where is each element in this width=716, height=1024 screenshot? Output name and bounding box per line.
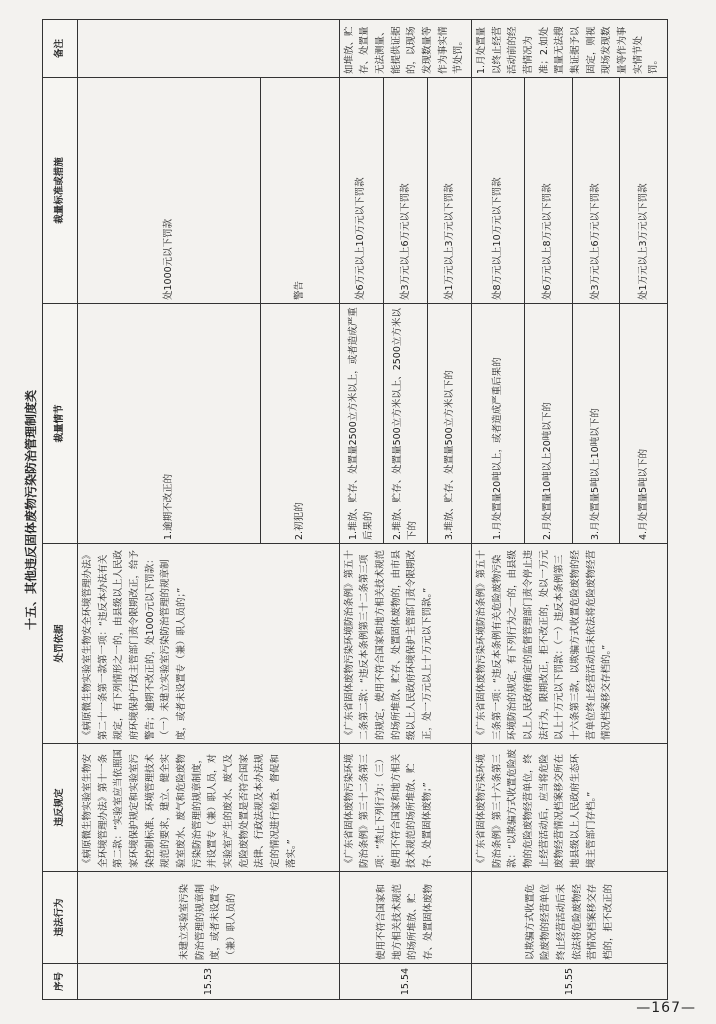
row-situation: 2.月处置量10吨以上20吨以下的	[524, 304, 572, 544]
table-row	[339, 20, 383, 1000]
row-measure: 处1万元以上3万元以下罚款	[620, 78, 668, 304]
row-act: 以欺骗方式收置危险废物的经营单位终止经营活动后未依法将危险废物经营情况档案移交存档的，拒不改正的	[472, 872, 668, 964]
row-measure: 处1000元以下罚款	[78, 78, 261, 304]
page-number: —167—	[636, 1000, 696, 1016]
header-note: 备注	[43, 20, 78, 78]
row-no: 15.53	[78, 964, 340, 1000]
table-header-row	[43, 20, 78, 1000]
row-no: 15.55	[472, 964, 668, 1000]
row-situation: 1.堆放、贮存、处置量2500立方米以上，或者造成严重后果的	[339, 304, 383, 544]
row-measure: 处8万元以上10万元以下罚款	[472, 78, 525, 304]
row-rule: 《广东省固体废物污染环境防治条例》第三十二条第三项：“禁止下列行为：（三）使用不符合国家和地方相关技术规范的场所堆放、贮存、处置固体废物；”	[339, 744, 471, 872]
rotated-page	[20, 20, 670, 1000]
header-situation: 裁量情节	[43, 304, 78, 544]
row-situation: 1.月处置量20吨以上，或者造成严重后果的	[472, 304, 525, 544]
row-measure: 处6万元以上8万元以下罚款	[524, 78, 572, 304]
row-situation: 2.初犯的	[260, 304, 339, 544]
row-measure: 处6万元以上10万元以下罚款	[339, 78, 383, 304]
row-measure: 处3万元以上6万元以下罚款	[383, 78, 427, 304]
row-basis: 《病原微生物实验室生物安全环境管理办法》第二十一条第一款第一项：“违反本办法有关规定，有下列情形之一的，由县级以上人民政府环境保护行政主管部门责令限期改正，给予警告；逾期不改正的，处1000元以下罚款：（一）未建立实验室污染防治管理的规章制度，或者未设置专（兼）职人员的；”	[78, 544, 340, 744]
header-measure: 裁量标准或措施	[43, 78, 78, 304]
row-no: 15.54	[339, 964, 471, 1000]
section-title: 十五、其他违反固体废物污染防治管理制度类	[24, 390, 38, 631]
header-rule: 违反规定	[43, 744, 78, 872]
row-act: 未建立实验室污染防治管理的规章制度，或者未设置专（兼）职人员的	[78, 872, 340, 964]
row-situation: 4.月处置量5吨以下的	[620, 304, 668, 544]
table-row	[472, 20, 525, 1000]
row-rule: 《病原微生物实验室生物安全环境管理办法》第十一条第二款：“实验室应当依照国家环境保护规定和实验室污染控制标准、环境管理技术规范的要求，建立、健全实验室废水、废气和危险废物污染防治管理的规章制度，并设置专（兼）职人员，对实验室产生的废水、废气及危险废物处置是否符合国家法律、行政法规及本办法规定的情况进行检查、督促和落实。”	[78, 744, 340, 872]
row-note: 如堆放、贮存、处置量无法测量、能提供证据的，以现场发现数量等作为事实情节处罚。	[339, 20, 471, 78]
row-situation: 3.堆放、贮存、处置量500立方米以下的	[427, 304, 471, 544]
table-row	[78, 20, 261, 1000]
row-basis: 《广东省固体废物污染环境防治条例》第五十三条第一项：“违反本条例有关危险废物污染环境防治的规定，有下列行为之一的，由县级以上人民政府确定的监督管理部门责令停止违法行为，限期改正，拒不改正的，处以一万元以上十万元以下罚款：（一）违反本条例第三十六条第三款，以欺骗方式收置危险废物的经营单位终止经营活动后未依法将危险废物经营情况档案移交存档的。”	[472, 544, 668, 744]
row-measure: 处3万元以上6万元以下罚款	[572, 78, 620, 304]
row-rule: 《广东省固体废物污染环境防治条例》第三十六条第三款：“以欺骗方式收置危险废物的危险废物经营单位，终止经营活动后，应当将危险废物经营情况档案移交所在地县级以上人民政府生态环境主管部门存档。”	[472, 744, 668, 872]
row-basis: 《广东省固体废物污染环境防治条例》第五十二条第二款：“违反本条例第三十二条第三项的规定，使用不符合国家和地方相关技术规范的场所堆放、贮存、处置固体废物的，由市县级以上人民政府环境保护主管部门责令限期改正，处一万元以上十万元以下罚款。”	[339, 544, 471, 744]
row-measure: 警告	[260, 78, 339, 304]
row-note	[78, 20, 340, 78]
header-no: 序号	[43, 964, 78, 1000]
row-situation: 1.逾期不改正的	[78, 304, 261, 544]
header-basis: 处罚依据	[43, 544, 78, 744]
row-situation: 3.月处置量5吨以上10吨以下的	[572, 304, 620, 544]
header-act: 违法行为	[43, 872, 78, 964]
row-measure: 处1万元以上3万元以下罚款	[427, 78, 471, 304]
row-note: 1.月处置量以终止经营活动前的经营情况为准；2.如处置量无法搜集证据予以固定，则视现场发现数量等作为事实情节处罚。	[472, 20, 668, 78]
row-situation: 2.堆放、贮存、处置量500立方米以上、2500立方米以下的	[383, 304, 427, 544]
penalty-table	[42, 19, 668, 1000]
row-act: 使用不符合国家和地方相关技术规范的场所堆放、贮存、处置固体废物	[339, 872, 471, 964]
